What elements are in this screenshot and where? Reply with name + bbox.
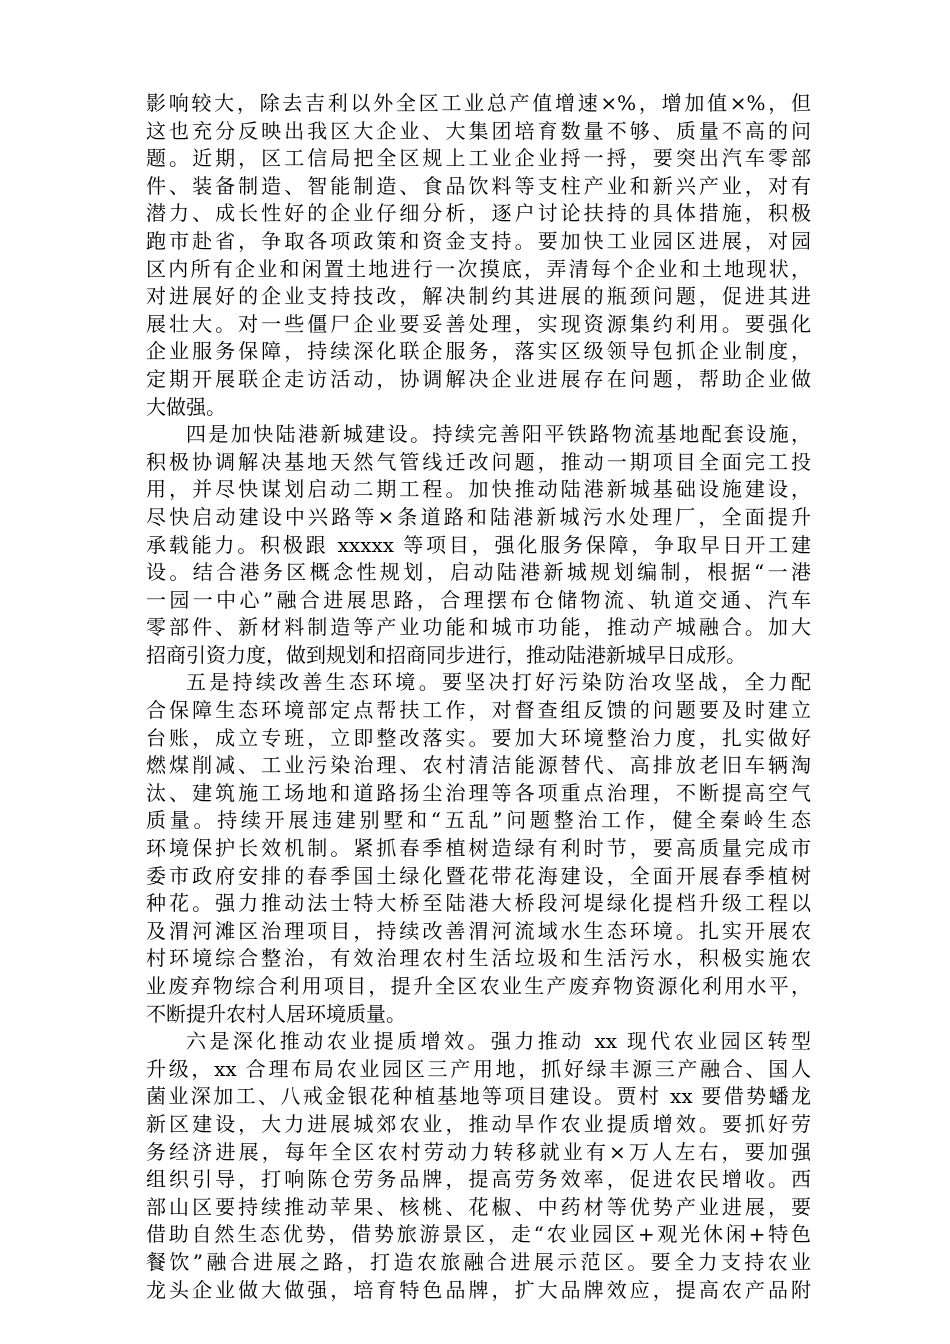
text-line: 设。结合港务区概念性规划，启动陆港新城规划编制，根据“一港: [146, 560, 811, 585]
text-line: 汰、建筑施工场地和道路扬尘治理等各项重点治理，不断提高空气: [146, 780, 811, 805]
text-line: 展壮大。对一些僵尸企业要妥善处理，实现资源集约利用。要强化: [146, 311, 811, 336]
text-line: 一园一中心”融合进展思路，合理摆布仓储物流、轨道交通、汽车: [146, 587, 811, 612]
text-line: 六是深化推动农业提质增效。强力推动 xx 现代农业园区转型: [186, 1029, 811, 1054]
text-line: 务经济进展，每年全区农村劳动力转移就业有×万人左右，要加强: [146, 1139, 811, 1164]
text-line: 村环境综合整治，有效治理农村生活垃圾和生活污水，积极实施农: [146, 946, 811, 971]
text-line: 质量。持续开展违建别墅和“五乱”问题整治工作，健全秦岭生态: [146, 808, 811, 833]
text-line: 大做强。: [146, 394, 226, 419]
document-page: [146, 90, 811, 1304]
text-line: 及渭河滩区治理项目，持续改善渭河流域水生态环境。扎实开展农: [146, 918, 811, 943]
text-line: 借助自然生态优势，借势旅游景区，走“农业园区+观光休闲+特色: [146, 1222, 811, 1247]
paragraph-agriculture: [146, 1028, 811, 1304]
text-line: 尽快启动建设中兴路等×条道路和陆港新城污水处理厂，全面提升: [146, 504, 811, 529]
text-line: 组织引导，打响陈仓劳务品牌，提高劳务效率，促进农民增收。西: [146, 1167, 811, 1192]
text-line: 台账，成立专班，立即整改落实。要加大环境整治力度，扎实做好: [146, 725, 811, 750]
text-line: 招商引资力度，做到规划和招商同步进行，推动陆港新城早日成形。: [146, 642, 746, 667]
text-line: 影响较大，除去吉利以外全区工业总产值增速×%，增加值×%，但: [146, 91, 811, 115]
text-line: 区内所有企业和闲置土地进行一次摸底，弄清每个企业和土地现状，: [146, 256, 811, 281]
text-line: 潜力、成长性好的企业仔细分析，逐户讨论扶持的具体措施，积极: [146, 201, 811, 226]
text-line: 龙头企业做大做强，培育特色品牌，扩大品牌效应，提高农产品附: [146, 1277, 811, 1302]
text-line: 积极协调解决基地天然气管线迁改问题，推动一期项目全面完工投: [146, 449, 811, 474]
text-line: 零部件、新材料制造等产业功能和城市功能，推动产城融合。加大: [146, 615, 811, 640]
text-line: 餐饮”融合进展之路，打造农旅融合进展示范区。要全力支持农业: [146, 1249, 811, 1274]
text-line: 用，并尽快谋划启动二期工程。加快推动陆港新城基础设施建设，: [146, 477, 811, 502]
text-line: 环境保护长效机制。紧抓春季植树造绿有利时节，要高质量完成市: [146, 836, 811, 861]
text-line: 燃煤削减、工业污染治理、农村清洁能源替代、高排放老旧车辆淘: [146, 753, 811, 778]
text-line: 对进展好的企业支持技改，解决制约其进展的瓶颈问题，促进其进: [146, 284, 811, 309]
text-line: 菌业深加工、八戒金银花种植基地等项目建设。贾村 xx 要借势蟠龙: [146, 1084, 811, 1109]
paragraph-lugang-new-city: [146, 421, 811, 669]
text-line: 四是加快陆港新城建设。持续完善阳平铁路物流基地配套设施，: [186, 422, 811, 447]
text-line: 升级，xx 合理布局农业园区三产用地，抓好绿丰源三产融合、国人: [146, 1056, 811, 1081]
text-line: 跑市赴省，争取各项政策和资金支持。要加快工业园区进展，对园: [146, 228, 811, 253]
text-line: 业废弃物综合利用项目，提升全区农业生产废弃物资源化利用水平，: [146, 974, 811, 998]
text-line: 定期开展联企走访活动，协调解决企业进展存在问题，帮助企业做: [146, 366, 811, 391]
text-line: 承载能力。积极跟 xxxxx 等项目，强化服务保障，争取早日开工建: [146, 532, 811, 557]
text-line: 新区建设，大力进展城郊农业，推动旱作农业提质增效。要抓好劳: [146, 1111, 811, 1136]
text-line: 件、装备制造、智能制造、食品饮料等支柱产业和新兴产业，对有: [146, 173, 811, 198]
text-line: 委市政府安排的春季国土绿化暨花带花海建设，全面开展春季植树: [146, 863, 811, 888]
paragraph-industry: [146, 90, 811, 421]
text-line: 这也充分反映出我区大企业、大集团培育数量不够、质量不高的问: [146, 118, 811, 143]
text-line: 合保障生态环境部定点帮扶工作，对督查组反馈的问题要及时建立: [146, 698, 811, 723]
text-line: 企业服务保障，持续深化联企服务，落实区级领导包抓企业制度，: [146, 339, 811, 364]
paragraph-ecology: [146, 669, 811, 1028]
text-line: 五是持续改善生态环境。要坚决打好污染防治攻坚战，全力配: [186, 670, 811, 695]
text-line: 题。近期，区工信局把全区规上工业企业捋一捋，要突出汽车零部: [146, 146, 811, 171]
text-line: 部山区要持续推动苹果、核桃、花椒、中药材等优势产业进展，要: [146, 1194, 811, 1219]
text-line: 不断提升农村人居环境质量。: [146, 1001, 406, 1026]
text-line: 种花。强力推动法士特大桥至陆港大桥段河堤绿化提档升级工程以: [146, 891, 811, 916]
